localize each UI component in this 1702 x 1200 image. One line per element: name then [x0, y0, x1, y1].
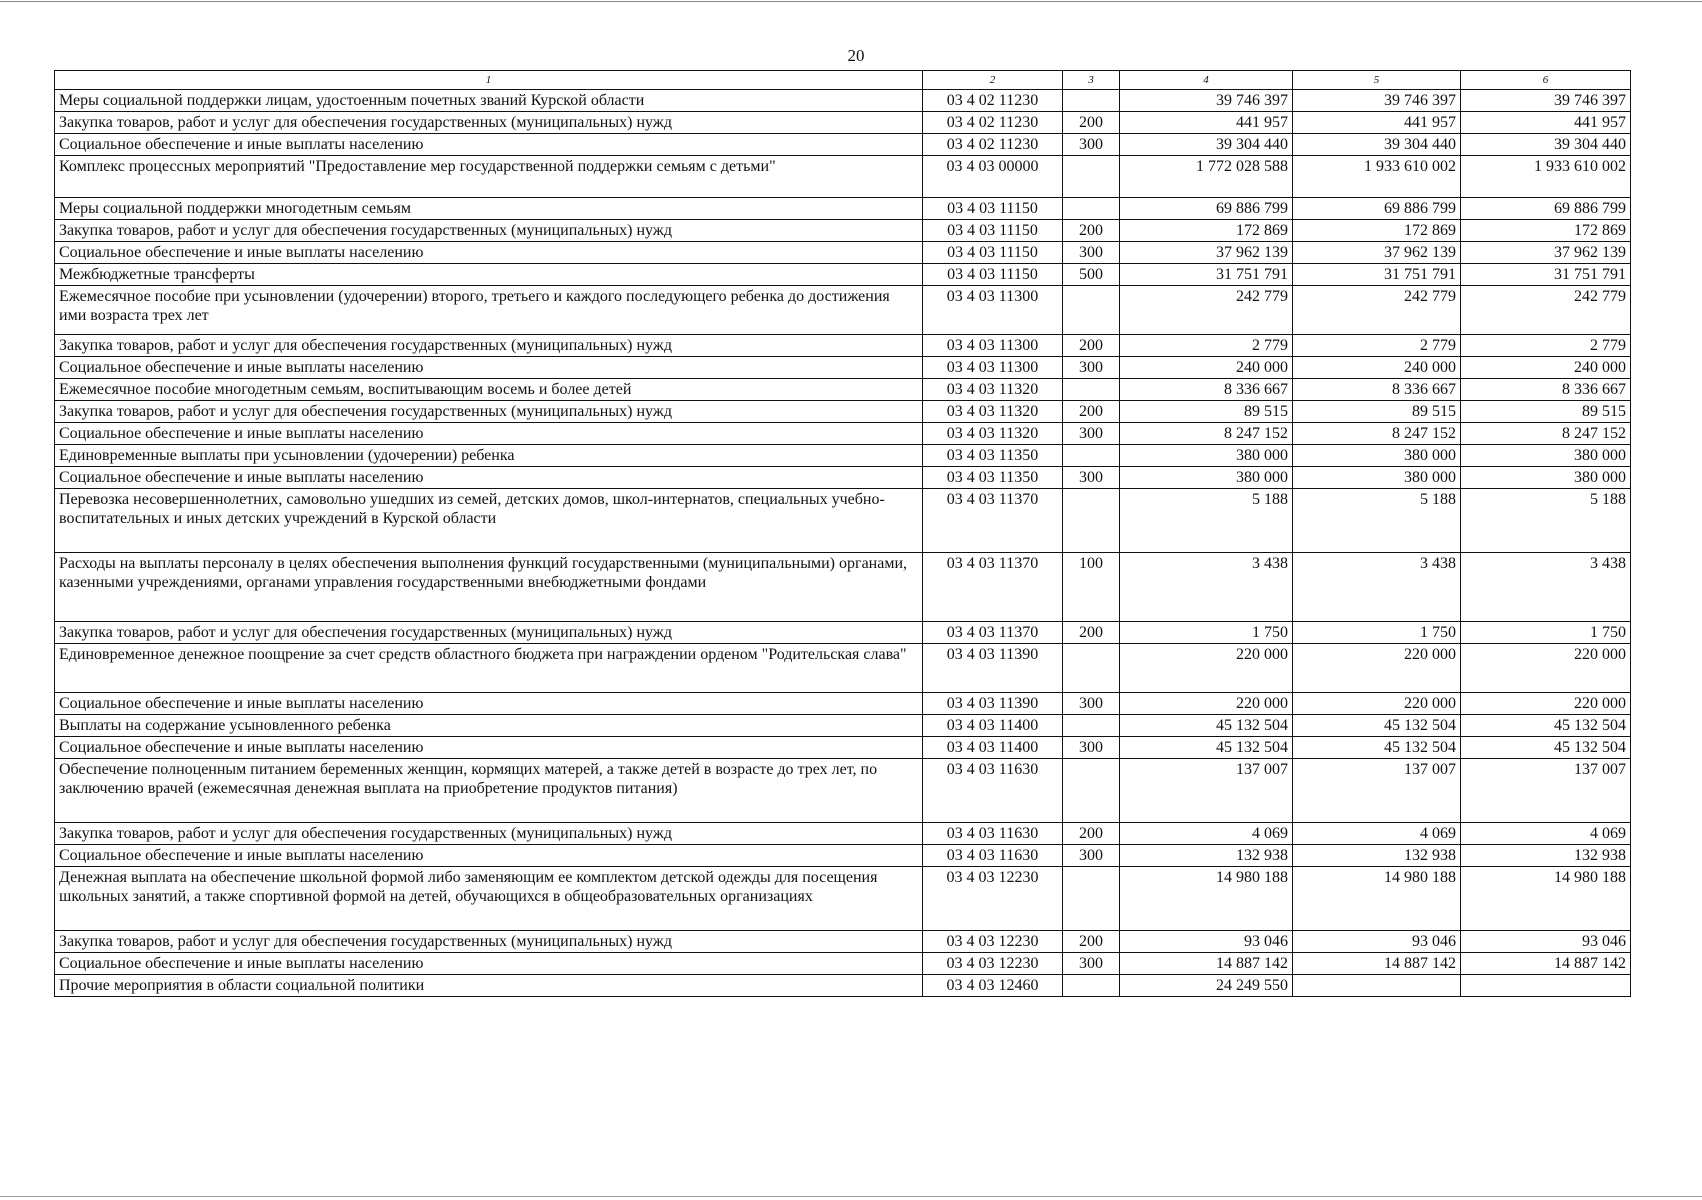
cell-amount-col4: 220 000: [1120, 693, 1293, 715]
cell-amount-col5: 69 886 799: [1293, 198, 1461, 220]
cell-name: Комплекс процессных мероприятий "Предоставление мер государственной поддержки семьям с детьми": [55, 156, 923, 198]
cell-amount-col5: 14 887 142: [1293, 953, 1461, 975]
cell-amount-col4: 45 132 504: [1120, 737, 1293, 759]
cell-amount-col6: 1 933 610 002: [1461, 156, 1631, 198]
cell-code: 03 4 03 11370: [923, 489, 1063, 553]
table-row: [55, 867, 1631, 931]
cell-expense-type: 100: [1063, 553, 1120, 622]
cell-code: 03 4 02 11230: [923, 90, 1063, 112]
cell-expense-type: [1063, 156, 1120, 198]
cell-expense-type: [1063, 445, 1120, 467]
cell-code: 03 4 03 11350: [923, 467, 1063, 489]
table-row: [55, 553, 1631, 622]
table-row: [55, 134, 1631, 156]
header-col-2: 2: [923, 71, 1063, 90]
cell-code: 03 4 03 12460: [923, 975, 1063, 997]
budget-table: [54, 70, 1631, 997]
header-col-4: 4: [1120, 71, 1293, 90]
table-row: [55, 644, 1631, 693]
cell-code: 03 4 03 11350: [923, 445, 1063, 467]
cell-amount-col4: 39 746 397: [1120, 90, 1293, 112]
cell-code: 03 4 03 11300: [923, 286, 1063, 335]
cell-amount-col6: 240 000: [1461, 357, 1631, 379]
cell-amount-col5: 2 779: [1293, 335, 1461, 357]
cell-name: Расходы на выплаты персоналу в целях обеспечения выполнения функций государственными (муниципальными) органами, казенными учреждениями, органами управления государственными внебюджетными фондами: [55, 553, 923, 622]
cell-amount-col5: 1 933 610 002: [1293, 156, 1461, 198]
cell-amount-col5: 380 000: [1293, 467, 1461, 489]
cell-name: Социальное обеспечение и иные выплаты населению: [55, 737, 923, 759]
cell-amount-col6: 39 746 397: [1461, 90, 1631, 112]
cell-code: 03 4 03 11390: [923, 693, 1063, 715]
table-row: [55, 357, 1631, 379]
cell-amount-col4: 93 046: [1120, 931, 1293, 953]
cell-amount-col4: 69 886 799: [1120, 198, 1293, 220]
cell-amount-col6: 93 046: [1461, 931, 1631, 953]
cell-amount-col6: 220 000: [1461, 644, 1631, 693]
cell-expense-type: [1063, 198, 1120, 220]
cell-code: 03 4 03 11150: [923, 264, 1063, 286]
table-row: [55, 264, 1631, 286]
cell-expense-type: 300: [1063, 134, 1120, 156]
cell-name: Социальное обеспечение и иные выплаты населению: [55, 953, 923, 975]
table-row: [55, 198, 1631, 220]
header-col-5: 5: [1293, 71, 1461, 90]
table-row: [55, 737, 1631, 759]
cell-amount-col6: 45 132 504: [1461, 715, 1631, 737]
cell-code: 03 4 03 11150: [923, 198, 1063, 220]
cell-amount-col5: 1 750: [1293, 622, 1461, 644]
cell-amount-col6: 380 000: [1461, 445, 1631, 467]
cell-amount-col6: 132 938: [1461, 845, 1631, 867]
table-row: [55, 90, 1631, 112]
cell-amount-col5: 240 000: [1293, 357, 1461, 379]
cell-name: Обеспечение полноценным питанием беременных женщин, кормящих матерей, а также детей в возрасте до трех лет, по заключению врачей (ежемесячная денежная выплата на приобретение продуктов питания): [55, 759, 923, 823]
cell-name: Социальное обеспечение и иные выплаты населению: [55, 845, 923, 867]
page-number: 20: [847, 46, 865, 65]
cell-amount-col6: 31 751 791: [1461, 264, 1631, 286]
cell-expense-type: [1063, 644, 1120, 693]
cell-amount-col5: 14 980 188: [1293, 867, 1461, 931]
cell-amount-col6: 89 515: [1461, 401, 1631, 423]
cell-code: 03 4 03 11300: [923, 335, 1063, 357]
cell-amount-col5: 39 746 397: [1293, 90, 1461, 112]
cell-name: Закупка товаров, работ и услуг для обеспечения государственных (муниципальных) нужд: [55, 220, 923, 242]
cell-expense-type: [1063, 379, 1120, 401]
cell-amount-col6: 1 750: [1461, 622, 1631, 644]
cell-code: 03 4 03 11150: [923, 220, 1063, 242]
table-row: [55, 715, 1631, 737]
cell-name: Социальное обеспечение и иные выплаты населению: [55, 423, 923, 445]
cell-expense-type: 200: [1063, 931, 1120, 953]
cell-amount-col5: 172 869: [1293, 220, 1461, 242]
cell-amount-col4: 380 000: [1120, 467, 1293, 489]
cell-amount-col6: 69 886 799: [1461, 198, 1631, 220]
cell-name: Ежемесячное пособие многодетным семьям, воспитывающим восемь и более детей: [55, 379, 923, 401]
cell-amount-col4: 2 779: [1120, 335, 1293, 357]
cell-code: 03 4 03 11630: [923, 845, 1063, 867]
header-row: [55, 71, 1631, 90]
cell-amount-col4: 220 000: [1120, 644, 1293, 693]
cell-amount-col5: 39 304 440: [1293, 134, 1461, 156]
cell-amount-col5: 4 069: [1293, 823, 1461, 845]
header-col-6: 6: [1461, 71, 1631, 90]
cell-amount-col6: 242 779: [1461, 286, 1631, 335]
table-row: [55, 401, 1631, 423]
cell-amount-col4: 242 779: [1120, 286, 1293, 335]
cell-amount-col5: 93 046: [1293, 931, 1461, 953]
cell-amount-col6: 220 000: [1461, 693, 1631, 715]
table-row: [55, 423, 1631, 445]
table-row: [55, 467, 1631, 489]
cell-expense-type: [1063, 489, 1120, 553]
cell-name: Межбюджетные трансферты: [55, 264, 923, 286]
cell-amount-col5: 220 000: [1293, 693, 1461, 715]
cell-amount-col4: 24 249 550: [1120, 975, 1293, 997]
cell-expense-type: 200: [1063, 112, 1120, 134]
cell-code: 03 4 03 11320: [923, 401, 1063, 423]
cell-amount-col5: [1293, 975, 1461, 997]
cell-amount-col6: 5 188: [1461, 489, 1631, 553]
cell-amount-col4: 5 188: [1120, 489, 1293, 553]
cell-amount-col5: 89 515: [1293, 401, 1461, 423]
cell-amount-col4: 14 887 142: [1120, 953, 1293, 975]
table-row: [55, 489, 1631, 553]
cell-amount-col6: 137 007: [1461, 759, 1631, 823]
cell-amount-col5: 45 132 504: [1293, 737, 1461, 759]
table-row: [55, 220, 1631, 242]
cell-amount-col4: 1 772 028 588: [1120, 156, 1293, 198]
cell-name: Закупка товаров, работ и услуг для обеспечения государственных (муниципальных) нужд: [55, 823, 923, 845]
table-row: [55, 379, 1631, 401]
cell-code: 03 4 03 12230: [923, 867, 1063, 931]
header-col-1: 1: [55, 71, 923, 90]
cell-name: Прочие мероприятия в области социальной политики: [55, 975, 923, 997]
table-row: [55, 845, 1631, 867]
cell-amount-col5: 132 938: [1293, 845, 1461, 867]
cell-code: 03 4 03 11370: [923, 553, 1063, 622]
cell-expense-type: 500: [1063, 264, 1120, 286]
cell-amount-col4: 132 938: [1120, 845, 1293, 867]
cell-name: Социальное обеспечение и иные выплаты населению: [55, 134, 923, 156]
cell-amount-col4: 8 247 152: [1120, 423, 1293, 445]
cell-expense-type: 300: [1063, 357, 1120, 379]
cell-name: Социальное обеспечение и иные выплаты населению: [55, 242, 923, 264]
header-col-3: 3: [1063, 71, 1120, 90]
cell-name: Социальное обеспечение и иные выплаты населению: [55, 693, 923, 715]
cell-name: Закупка товаров, работ и услуг для обеспечения государственных (муниципальных) нужд: [55, 622, 923, 644]
cell-code: 03 4 03 11370: [923, 622, 1063, 644]
cell-amount-col6: 380 000: [1461, 467, 1631, 489]
cell-amount-col4: 31 751 791: [1120, 264, 1293, 286]
cell-code: 03 4 02 11230: [923, 112, 1063, 134]
cell-name: Перевозка несовершеннолетних, самовольно ушедших из семей, детских домов, школ-интернатов, специальных учебно-воспитательных и иных детских учреждений в Курской области: [55, 489, 923, 553]
cell-code: 03 4 03 12230: [923, 953, 1063, 975]
cell-amount-col5: 137 007: [1293, 759, 1461, 823]
cell-amount-col6: 37 962 139: [1461, 242, 1631, 264]
cell-amount-col4: 1 750: [1120, 622, 1293, 644]
cell-amount-col4: 380 000: [1120, 445, 1293, 467]
table-row: [55, 759, 1631, 823]
cell-amount-col5: 31 751 791: [1293, 264, 1461, 286]
cell-amount-col4: 45 132 504: [1120, 715, 1293, 737]
cell-code: 03 4 03 11400: [923, 715, 1063, 737]
cell-amount-col6: 4 069: [1461, 823, 1631, 845]
cell-expense-type: 200: [1063, 401, 1120, 423]
cell-amount-col4: 240 000: [1120, 357, 1293, 379]
cell-name: Социальное обеспечение и иные выплаты населению: [55, 467, 923, 489]
cell-name: Закупка товаров, работ и услуг для обеспечения государственных (муниципальных) нужд: [55, 401, 923, 423]
cell-name: Меры социальной поддержки лицам, удостоенным почетных званий Курской области: [55, 90, 923, 112]
cell-amount-col4: 8 336 667: [1120, 379, 1293, 401]
cell-name: Денежная выплата на обеспечение школьной формой либо заменяющим ее комплектом детской одежды для посещения школьных занятий, а также спортивной формой на детей, обучающихся в общеобразовательных организациях: [55, 867, 923, 931]
cell-code: 03 4 03 11390: [923, 644, 1063, 693]
cell-amount-col6: 172 869: [1461, 220, 1631, 242]
table-row: [55, 242, 1631, 264]
cell-expense-type: 200: [1063, 622, 1120, 644]
cell-expense-type: 300: [1063, 845, 1120, 867]
cell-amount-col5: 5 188: [1293, 489, 1461, 553]
cell-expense-type: 300: [1063, 242, 1120, 264]
cell-amount-col4: 89 515: [1120, 401, 1293, 423]
cell-amount-col5: 220 000: [1293, 644, 1461, 693]
cell-expense-type: [1063, 975, 1120, 997]
cell-expense-type: 300: [1063, 693, 1120, 715]
cell-amount-col6: 8 336 667: [1461, 379, 1631, 401]
cell-amount-col4: 4 069: [1120, 823, 1293, 845]
cell-expense-type: [1063, 759, 1120, 823]
cell-amount-col5: 380 000: [1293, 445, 1461, 467]
cell-expense-type: 200: [1063, 823, 1120, 845]
cell-expense-type: 200: [1063, 335, 1120, 357]
cell-name: Закупка товаров, работ и услуг для обеспечения государственных (муниципальных) нужд: [55, 112, 923, 134]
cell-code: 03 4 03 00000: [923, 156, 1063, 198]
cell-amount-col6: 14 887 142: [1461, 953, 1631, 975]
cell-amount-col4: 37 962 139: [1120, 242, 1293, 264]
cell-name: Выплаты на содержание усыновленного ребенка: [55, 715, 923, 737]
cell-amount-col6: 14 980 188: [1461, 867, 1631, 931]
cell-amount-col5: 8 247 152: [1293, 423, 1461, 445]
table-row: [55, 622, 1631, 644]
table-row: [55, 953, 1631, 975]
cell-expense-type: 300: [1063, 737, 1120, 759]
table-row: [55, 931, 1631, 953]
cell-code: 03 4 03 12230: [923, 931, 1063, 953]
cell-code: 03 4 03 11320: [923, 423, 1063, 445]
cell-amount-col4: 39 304 440: [1120, 134, 1293, 156]
cell-amount-col4: 172 869: [1120, 220, 1293, 242]
cell-name: Ежемесячное пособие при усыновлении (удочерении) второго, третьего и каждого последующего ребенка до достижения ими возраста трех лет: [55, 286, 923, 335]
cell-amount-col6: [1461, 975, 1631, 997]
cell-code: 03 4 03 11630: [923, 823, 1063, 845]
cell-amount-col4: 441 957: [1120, 112, 1293, 134]
cell-amount-col5: 441 957: [1293, 112, 1461, 134]
cell-amount-col6: 441 957: [1461, 112, 1631, 134]
cell-code: 03 4 03 11630: [923, 759, 1063, 823]
cell-code: 03 4 02 11230: [923, 134, 1063, 156]
table-row: [55, 693, 1631, 715]
cell-amount-col5: 45 132 504: [1293, 715, 1461, 737]
cell-expense-type: [1063, 286, 1120, 335]
cell-expense-type: 300: [1063, 953, 1120, 975]
cell-amount-col5: 8 336 667: [1293, 379, 1461, 401]
cell-code: 03 4 03 11150: [923, 242, 1063, 264]
cell-amount-col4: 3 438: [1120, 553, 1293, 622]
cell-amount-col6: 8 247 152: [1461, 423, 1631, 445]
cell-name: Закупка товаров, работ и услуг для обеспечения государственных (муниципальных) нужд: [55, 931, 923, 953]
cell-amount-col6: 39 304 440: [1461, 134, 1631, 156]
cell-code: 03 4 03 11320: [923, 379, 1063, 401]
cell-amount-col6: 45 132 504: [1461, 737, 1631, 759]
cell-code: 03 4 03 11300: [923, 357, 1063, 379]
cell-name: Меры социальной поддержки многодетным семьям: [55, 198, 923, 220]
table-row: [55, 335, 1631, 357]
cell-expense-type: [1063, 90, 1120, 112]
table-row: [55, 286, 1631, 335]
cell-expense-type: [1063, 715, 1120, 737]
cell-name: Единовременные выплаты при усыновлении (удочерении) ребенка: [55, 445, 923, 467]
scan-edge-bottom: [0, 1196, 1702, 1197]
cell-name: Единовременное денежное поощрение за счет средств областного бюджета при награждении орденом "Родительская слава": [55, 644, 923, 693]
cell-name: Закупка товаров, работ и услуг для обеспечения государственных (муниципальных) нужд: [55, 335, 923, 357]
cell-expense-type: [1063, 867, 1120, 931]
cell-amount-col5: 3 438: [1293, 553, 1461, 622]
cell-expense-type: 200: [1063, 220, 1120, 242]
table-row: [55, 156, 1631, 198]
cell-amount-col5: 37 962 139: [1293, 242, 1461, 264]
table-row: [55, 823, 1631, 845]
table-row: [55, 445, 1631, 467]
table-row: [55, 975, 1631, 997]
cell-name: Социальное обеспечение и иные выплаты населению: [55, 357, 923, 379]
cell-amount-col4: 137 007: [1120, 759, 1293, 823]
scan-edge-top: [0, 1, 1702, 2]
cell-code: 03 4 03 11400: [923, 737, 1063, 759]
cell-amount-col4: 14 980 188: [1120, 867, 1293, 931]
cell-expense-type: 300: [1063, 467, 1120, 489]
cell-amount-col6: 2 779: [1461, 335, 1631, 357]
cell-amount-col5: 242 779: [1293, 286, 1461, 335]
table-row: [55, 112, 1631, 134]
cell-amount-col6: 3 438: [1461, 553, 1631, 622]
cell-expense-type: 300: [1063, 423, 1120, 445]
